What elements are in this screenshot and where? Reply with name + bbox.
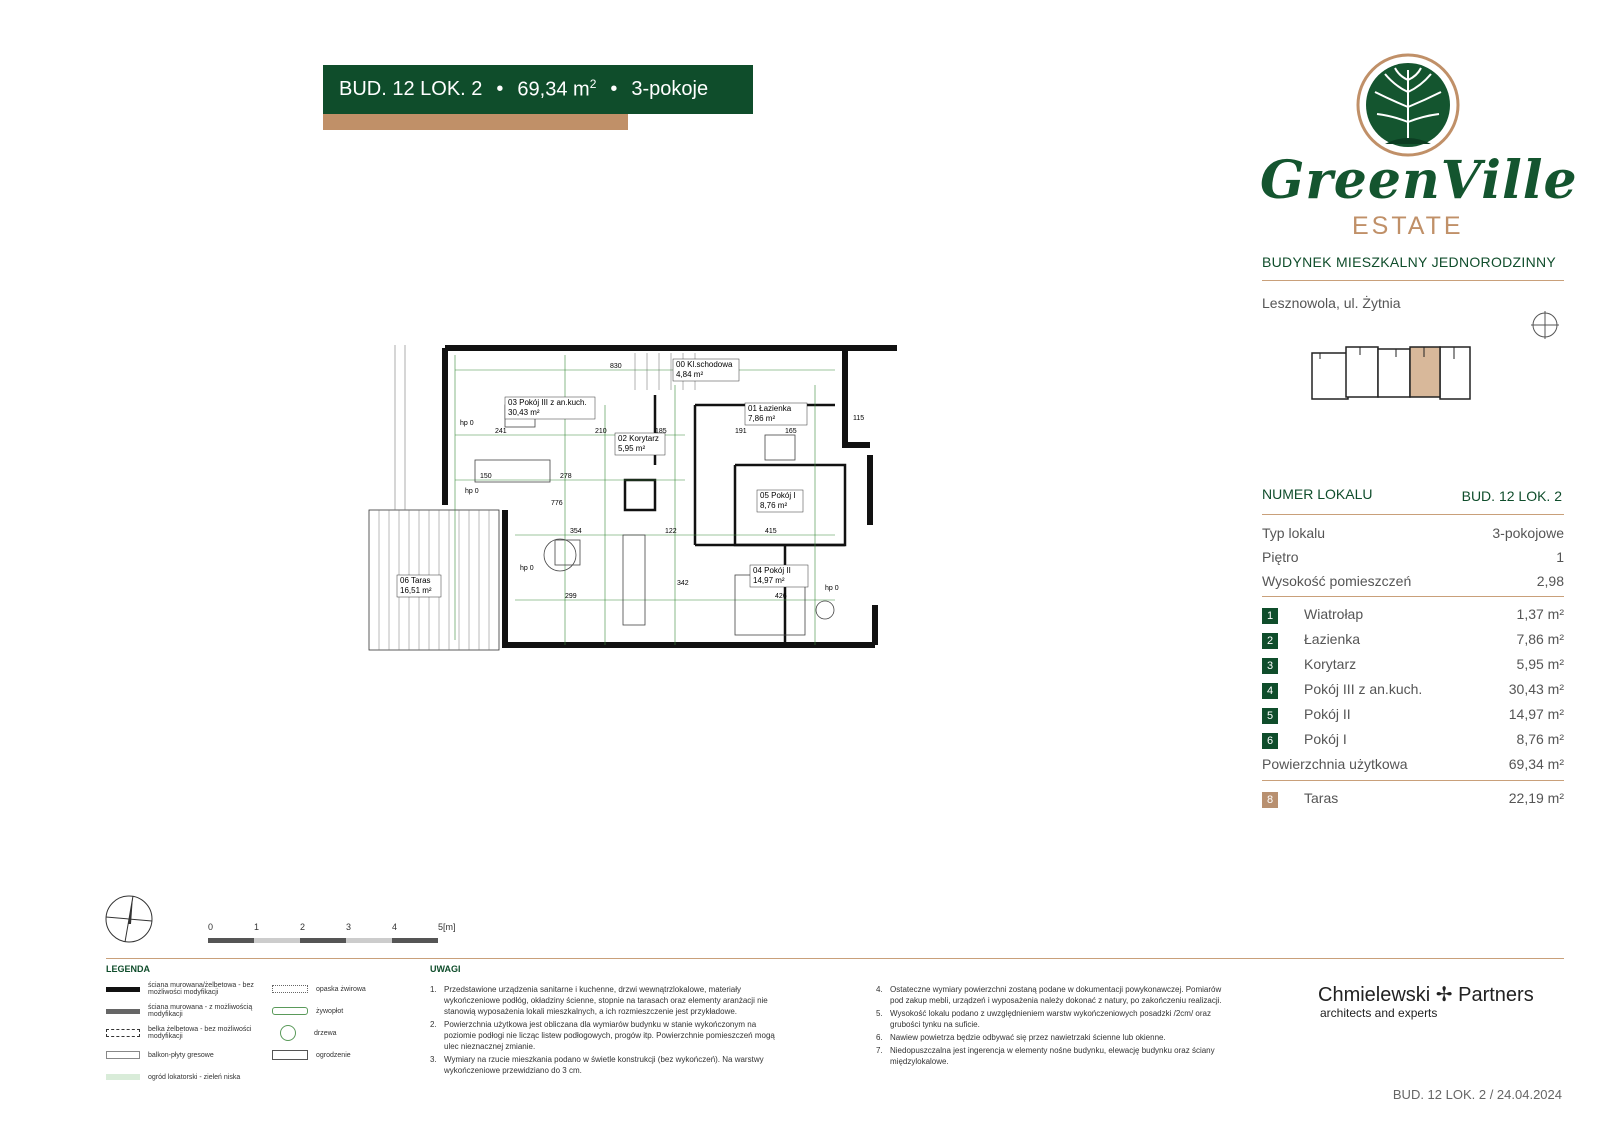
svg-text:4,84 m²: 4,84 m² <box>676 370 704 379</box>
banner-building: BUD. 12 LOK. 2 <box>339 78 483 100</box>
divider <box>1262 596 1564 597</box>
svg-text:05 Pokój I: 05 Pokój I <box>760 491 796 500</box>
unit-number-value: BUD. 12 LOK. 2 <box>1461 488 1562 504</box>
svg-text:30,43 m²: 30,43 m² <box>508 408 540 417</box>
legend-item: opaska żwirowa <box>272 978 392 1000</box>
note: 5. Wysokość lokalu podano z uwzględnieniem warstw wykończeniowych posadzki /2cm/ oraz grubości tynku na suficie. <box>876 1009 1211 1029</box>
svg-text:01 Łazienka: 01 Łazienka <box>748 404 792 413</box>
divider <box>106 958 1564 959</box>
svg-text:830: 830 <box>610 363 622 370</box>
svg-text:122: 122 <box>665 528 677 535</box>
tree-logo-icon <box>1355 52 1461 158</box>
north-arrow-icon <box>104 894 154 944</box>
svg-text:776: 776 <box>551 500 563 507</box>
svg-text:342: 342 <box>677 580 689 587</box>
svg-text:04 Pokój II: 04 Pokój II <box>753 566 791 575</box>
legend-item: ściana murowana - z możliwością modyfikacji <box>106 1000 256 1022</box>
svg-text:191: 191 <box>735 428 747 435</box>
legend-item: ogród lokatorski - zieleń niska <box>106 1066 256 1088</box>
svg-text:7,86 m²: 7,86 m² <box>748 414 776 423</box>
svg-text:14,97 m²: 14,97 m² <box>753 576 785 585</box>
notes-column-1 <box>430 984 775 1078</box>
svg-text:8,76 m²: 8,76 m² <box>760 501 788 510</box>
banner-area: 69,34 $m^2$ <box>517 77 597 101</box>
architect-tagline: architects and experts <box>1320 1006 1438 1020</box>
address: Lesznowola, ul. Żytnia <box>1262 295 1401 311</box>
footer-reference: BUD. 12 LOK. 2 / 24.04.2024 <box>1392 1087 1562 1102</box>
unit-number-label: NUMER LOKALU <box>1262 486 1373 502</box>
architect-name: Chmielewski ✢ Partners <box>1318 984 1534 1006</box>
svg-text:06 Taras: 06 Taras <box>400 576 431 585</box>
svg-text:165: 165 <box>785 428 797 435</box>
terrace-row: 8 Taras 22,19 m² <box>1262 790 1564 808</box>
banner-rooms: 3-pokoje <box>631 78 709 100</box>
unit-banner <box>323 65 753 114</box>
divider <box>1262 780 1564 781</box>
legend-item: belka żelbetowa - bez możliwości modyfikacji <box>106 1022 256 1044</box>
svg-text:210: 210 <box>595 428 607 435</box>
banner-separator: • <box>496 78 504 100</box>
note: 4. Ostateczne wymiary powierzchni zostaną podane w dokumentacji powykonawczej. Pomiarów pod zakup mebli, urządzeń i wyposażenia należy dokonać z natury, po zakończeniu realizacji. <box>876 985 1222 1005</box>
unit-properties <box>1262 525 1564 589</box>
legend-list-2 <box>272 978 392 1066</box>
note: 7. Niedopuszczalna jest ingerencja w elementy nośne budynku, elewację budynku oraz ściany międzylokalowe. <box>876 1046 1215 1066</box>
svg-text:hp 0: hp 0 <box>520 565 534 572</box>
room-row: 1 Wiatrołap 1,37 m² <box>1262 606 1564 631</box>
divider <box>1262 280 1564 281</box>
notes-column-2 <box>876 984 1231 1069</box>
legend-list <box>106 978 256 1088</box>
banner-separator: • <box>610 78 618 100</box>
scale-bar: 0 1 2 3 4 5[m] <box>208 922 448 943</box>
room-row: 2 Łazienka 7,86 m² <box>1262 631 1564 656</box>
brand-logo-text: GreenVille <box>1260 150 1578 211</box>
compass-icon <box>1530 310 1560 340</box>
svg-text:185: 185 <box>655 428 667 435</box>
notes-title: UWAGI <box>430 964 461 974</box>
svg-text:415: 415 <box>765 528 777 535</box>
room-list <box>1262 606 1564 776</box>
svg-text:299: 299 <box>565 593 577 600</box>
brand-logo-subtitle: ESTATE <box>1352 212 1464 240</box>
legend-item: ogrodzenie <box>272 1044 392 1066</box>
svg-text:hp 0: hp 0 <box>825 585 839 592</box>
svg-text:02 Korytarz: 02 Korytarz <box>618 434 659 443</box>
divider <box>1262 514 1564 515</box>
prop-type: Typ lokalu 3-pokojowe <box>1262 525 1564 541</box>
floor-plan <box>365 345 905 660</box>
svg-text:hp 0: hp 0 <box>460 420 474 427</box>
legend-item: drzewa <box>272 1022 392 1044</box>
note: 1. Przedstawione urządzenia sanitarne i kuchenne, drzwi wewnątrzlokalowe, materiały wykończeniowe podłóg, okładziny ścienne, stopnie na tarasach oraz elementy aranżacji nie stanowią wyposażenia lokali mieszkalnych, a ich rozmieszczenie jest przykładowe. <box>430 985 768 1016</box>
prop-floor: Piętro 1 <box>1262 549 1564 565</box>
note: 3. Wymiary na rzucie mieszkania podano w świetle konstrukcji (bez wykończeń). Na warstwy wykończeniowe przewidziano do 3 cm. <box>430 1055 764 1075</box>
room-row: 4 Pokój III z an.kuch. 30,43 m² <box>1262 681 1564 706</box>
usable-area-row: Powierzchnia użytkowa 69,34 m² <box>1262 756 1564 772</box>
legend-item: żywopłot <box>272 1000 392 1022</box>
svg-text:426: 426 <box>775 593 787 600</box>
note: 6. Nawiew powietrza będzie odbywać się przez nawietrzaki ścienne lub okienne. <box>876 1033 1166 1042</box>
room-row: 6 Pokój I 8,76 m² <box>1262 731 1564 756</box>
legend-item: balkon-płyty gresowe <box>106 1044 256 1066</box>
svg-text:5,95 m²: 5,95 m² <box>618 444 646 453</box>
building-type: BUDYNEK MIESZKALNY JEDNORODZINNY <box>1262 254 1557 270</box>
svg-text:354: 354 <box>570 528 582 535</box>
prop-height: Wysokość pomieszczeń 2,98 <box>1262 573 1564 589</box>
svg-text:00 Kl.schodowa: 00 Kl.schodowa <box>676 360 733 369</box>
svg-text:hp 0: hp 0 <box>465 488 479 495</box>
building-key-plan <box>1310 345 1474 403</box>
svg-text:16,51 m²: 16,51 m² <box>400 586 432 595</box>
svg-text:241: 241 <box>495 428 507 435</box>
svg-text:03 Pokój III z an.kuch.: 03 Pokój III z an.kuch. <box>508 398 587 407</box>
legend-title: LEGENDA <box>106 964 151 974</box>
svg-text:115: 115 <box>853 415 865 422</box>
legend-item: ściana murowana/żelbetowa - bez możliwości modyfikacji <box>106 978 256 1000</box>
note: 2. Powierzchnia użytkowa jest obliczana dla wymiarów budynku w stanie wykończonym na poziomie podłogi nie licząc listew podłogowych, progów itp. Powierzchnie pomieszczeń mogą ulec nieznacznej zmianie. <box>430 1020 775 1051</box>
svg-text:278: 278 <box>560 473 572 480</box>
svg-text:150: 150 <box>480 473 492 480</box>
room-row: 5 Pokój II 14,97 m² <box>1262 706 1564 731</box>
terrace-area <box>369 345 499 650</box>
room-row: 3 Korytarz 5,95 m² <box>1262 656 1564 681</box>
